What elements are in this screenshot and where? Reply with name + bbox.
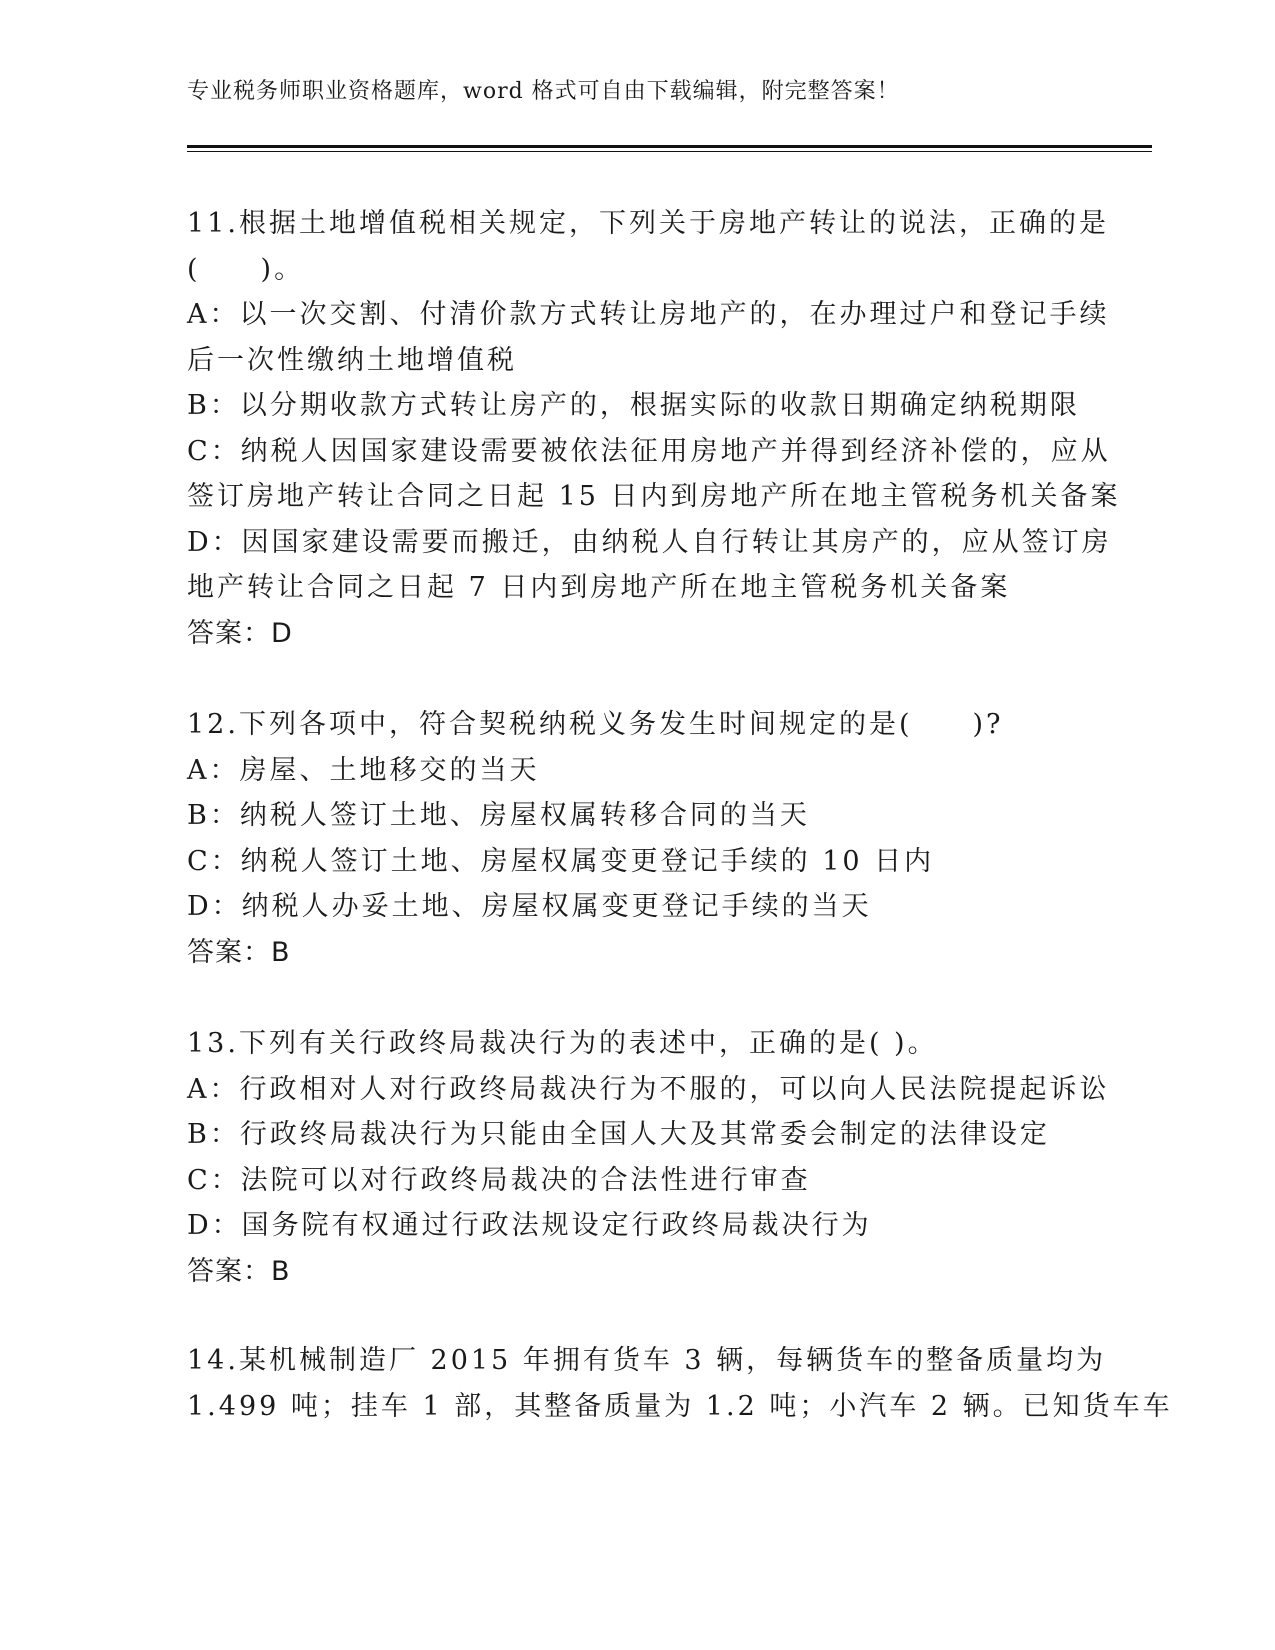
option-a: A：以一次交割、付清价款方式转让房地产的，在办理过户和登记手续: [187, 299, 1110, 330]
option-d-cont: 地产转让合同之日起 7 日内到房地产所在地主管税务机关备案: [187, 572, 1011, 603]
question-stem: 11.根据土地增值税相关规定，下列关于房地产转让的说法，正确的是: [187, 208, 1109, 239]
question-stem: 14.某机械制造厂 2015 年拥有货车 3 辆，每辆货车的整备质量均为: [187, 1345, 1107, 1376]
option-c: C：纳税人因国家建设需要被依法征用房地产并得到经济补偿的，应从: [187, 435, 1111, 467]
question-stem-cont: 1.499 吨；挂车 1 部，其整备质量为 1.2 吨；小汽车 2 辆。已知货车车: [187, 1390, 1173, 1422]
answer: 答案：B: [187, 936, 291, 968]
question-13: [187, 1021, 1110, 1294]
option-b: B：以分期收款方式转让房产的，根据实际的收款日期确定纳税期限: [187, 390, 1080, 421]
option-d: D：国务院有权通过行政法规设定行政终局裁决行为: [187, 1210, 872, 1241]
option-a: A：房屋、土地移交的当天: [187, 754, 540, 786]
question-14: [187, 1338, 1173, 1429]
header-rule-thin: [187, 151, 1152, 152]
answer: 答案：D: [187, 617, 293, 649]
question-11: [187, 201, 1121, 656]
option-c: C：纳税人签订土地、房屋权属变更登记手续的 10 日内: [187, 845, 935, 877]
question-stem: 13.下列有关行政终局裁决行为的表述中，正确的是( )。: [187, 1028, 938, 1059]
header-rule-thick: [187, 145, 1152, 148]
option-d: D：因国家建设需要而搬迁，由纳税人自行转让其房产的，应从签订房: [187, 526, 1112, 558]
option-c: C：法院可以对行政终局裁决的合法性进行审查: [187, 1164, 811, 1196]
option-b: B：行政终局裁决行为只能由全国人大及其常委会制定的法律设定: [187, 1119, 1050, 1150]
question-stem-cont: ( )。: [187, 253, 305, 285]
option-a-cont: 后一次性缴纳土地增值税: [187, 344, 517, 376]
question-stem: 12.下列各项中，符合契税纳税义务发生时间规定的是( )?: [187, 709, 1004, 740]
document-header: 专业税务师职业资格题库，word 格式可自由下载编辑，附完整答案！: [187, 79, 900, 104]
question-12: [187, 702, 1087, 975]
answer: 答案：B: [187, 1255, 291, 1287]
option-c-cont: 签订房地产转让合同之日起 15 日内到房地产所在地主管税务机关备案: [187, 481, 1121, 512]
option-a: A：行政相对人对行政终局裁决行为不服的，可以向人民法院提起诉讼: [187, 1073, 1110, 1105]
option-b: B：纳税人签订土地、房屋权属转移合同的当天: [187, 800, 810, 831]
option-d: D：纳税人办妥土地、房屋权属变更登记手续的当天: [187, 891, 872, 922]
